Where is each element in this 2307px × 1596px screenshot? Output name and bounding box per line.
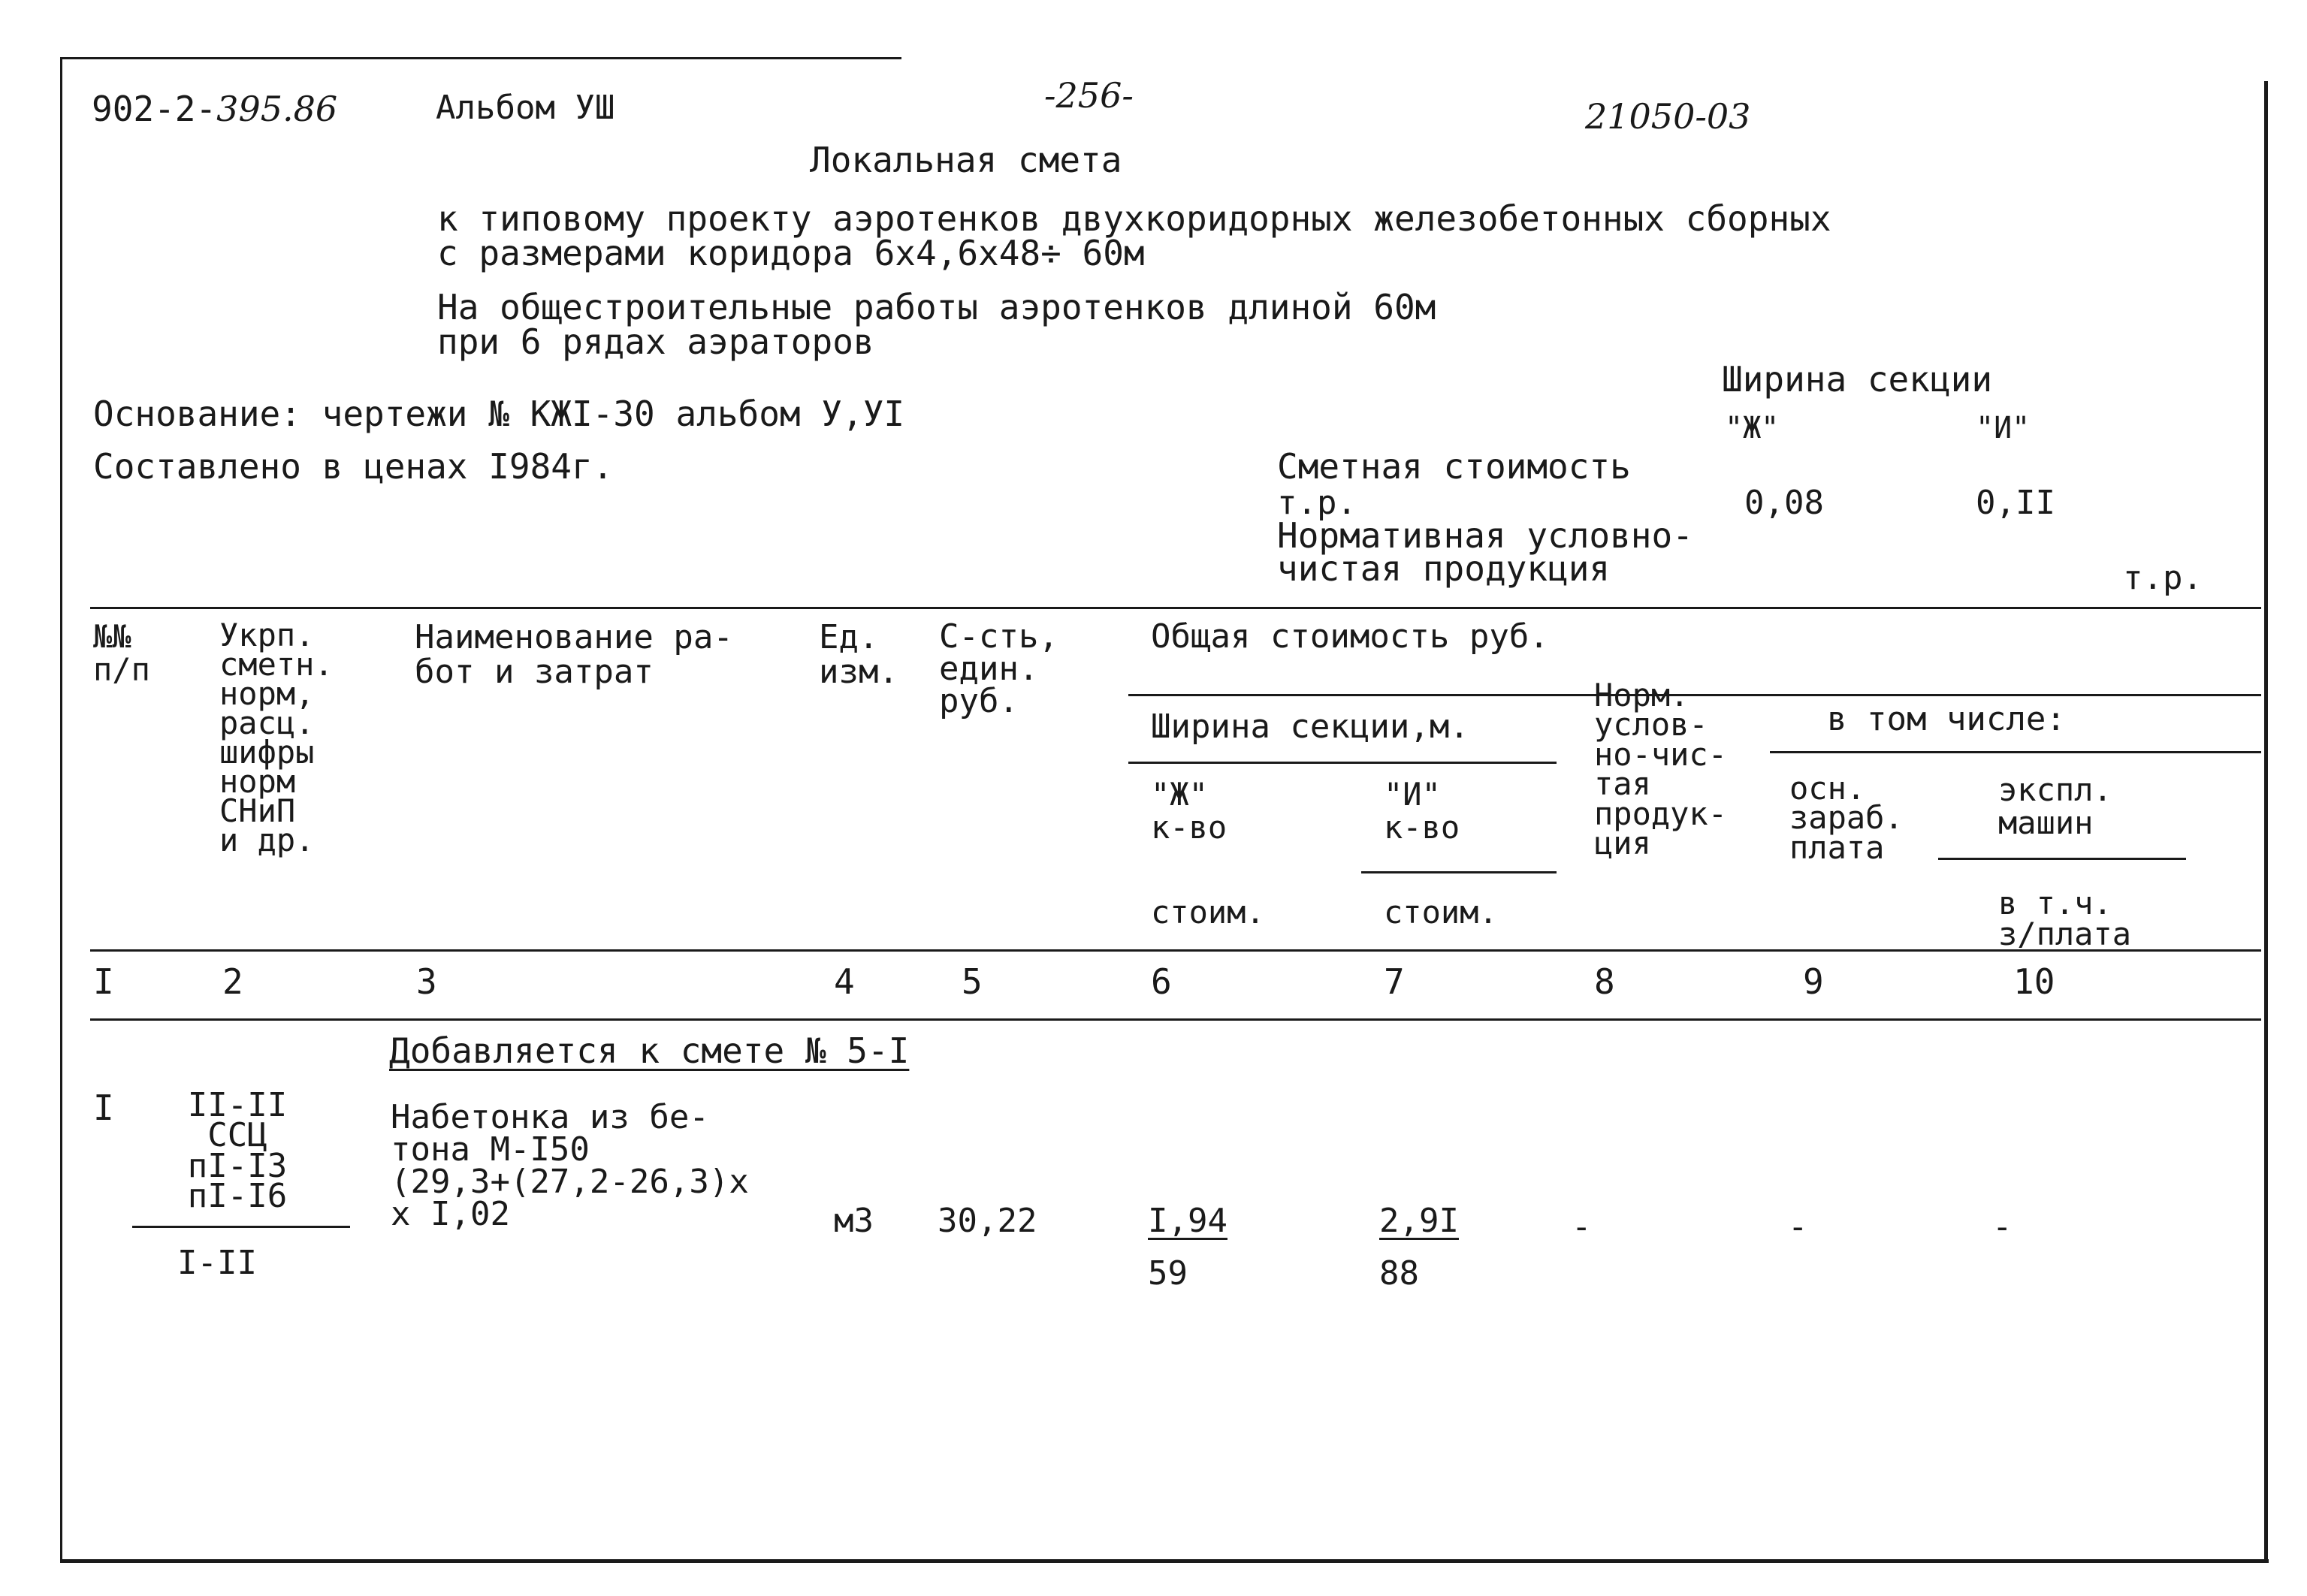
row-machines: - bbox=[1992, 1208, 2013, 1246]
header-machines-wages: в т.ч. з/плата bbox=[1998, 885, 2132, 953]
column-number-2: 2 bbox=[222, 961, 243, 1002]
estimated-cost-zh: 0,08 bbox=[1744, 484, 1824, 522]
estimated-cost-label: Сметная стоимость bbox=[1277, 446, 1631, 487]
column-number-4: 4 bbox=[834, 961, 855, 1002]
header-row-number: №№ п/п bbox=[93, 618, 150, 689]
project-code: 902-2-395.86 bbox=[92, 89, 338, 129]
header-zh-qty: "Ж" к-во bbox=[1151, 776, 1227, 846]
row-unit: м3 bbox=[834, 1202, 874, 1240]
frame-left-line bbox=[60, 57, 62, 1561]
section-title: Добавляется к смете № 5-I bbox=[389, 1030, 910, 1071]
machines-rule bbox=[1938, 858, 2186, 860]
column-number-6: 6 bbox=[1151, 961, 1172, 1002]
document-number: 21050-03 bbox=[1585, 96, 1751, 137]
row-code-bottom: I-II bbox=[177, 1244, 257, 1282]
column-number-3: 3 bbox=[416, 961, 437, 1002]
header-unit: Ед. изм. bbox=[819, 618, 898, 692]
table-top-rule bbox=[90, 607, 2261, 609]
header-i-qty: "И" к-во bbox=[1384, 776, 1460, 846]
qty-cost-rule bbox=[1361, 871, 1557, 873]
row-number: I bbox=[93, 1088, 114, 1128]
row-zh-cost: 59 bbox=[1148, 1254, 1188, 1293]
normative-label-1: Нормативная условно- bbox=[1277, 515, 1693, 556]
row-i-cost: 88 bbox=[1379, 1254, 1419, 1293]
header-wages: осн. зараб. плата bbox=[1789, 770, 1904, 866]
basis-line: Основание: чертежи № КЖI-30 альбом У,УI bbox=[93, 394, 905, 434]
estimate-title: Локальная смета bbox=[810, 140, 1122, 180]
header-normative: Норм. услов- но-чис- тая продук- ция bbox=[1594, 677, 1728, 862]
section-i-label: "И" bbox=[1976, 411, 2031, 445]
page-number: -256- bbox=[1044, 75, 1134, 116]
section-width-heading: Ширина секции bbox=[1722, 359, 1993, 400]
frame-right-line bbox=[2264, 81, 2268, 1561]
title-line-1: к типовому проекту аэротенков двухкоридорных железобетонных сборных bbox=[437, 198, 1831, 239]
column-number-8: 8 bbox=[1594, 961, 1615, 1002]
title-line-3: На общестроительные работы аэротенков длиной 60м bbox=[437, 287, 1436, 327]
header-zh-cost: стоим. bbox=[1151, 894, 1265, 931]
column-number-1: I bbox=[93, 961, 114, 1002]
normative-unit: т.р. bbox=[2123, 559, 2203, 597]
album-label: Альбом УШ bbox=[436, 89, 615, 127]
column-number-10: 10 bbox=[2013, 961, 2055, 1002]
column-numbers-rule bbox=[90, 1018, 2261, 1021]
frame-top-line bbox=[60, 57, 901, 59]
header-including: в том числе: bbox=[1827, 700, 2066, 738]
header-i-cost: стоим. bbox=[1384, 894, 1498, 931]
row-code-top: II-II ССЦ пI-I3 пI-I6 bbox=[187, 1086, 288, 1216]
header-bottom-rule bbox=[90, 949, 2261, 952]
estimated-cost-unit: т.р. bbox=[1277, 484, 1357, 522]
row-wages: - bbox=[1788, 1208, 1808, 1246]
column-number-9: 9 bbox=[1803, 961, 1824, 1002]
estimated-cost-i: 0,II bbox=[1976, 484, 2055, 522]
header-work-name: Наименование ра- бот и затрат bbox=[415, 618, 733, 692]
prices-line: Составлено в ценах I984г. bbox=[93, 446, 614, 487]
frame-bottom-line bbox=[60, 1559, 2269, 1563]
title-line-2: с размерами коридора 6х4,6х48÷ 60м bbox=[437, 233, 1145, 273]
section-width-rule bbox=[1128, 762, 1557, 764]
header-section-width: Ширина секции,м. bbox=[1151, 707, 1469, 746]
row-work-name: Набетонка из бе- тона М-I50 (29,3+(27,2-26,3)х х I,02 bbox=[391, 1098, 749, 1234]
header-total-cost: Общая стоимость руб. bbox=[1151, 617, 1549, 656]
incl-rule bbox=[1770, 751, 2261, 753]
title-line-4: при 6 рядах аэраторов bbox=[437, 321, 874, 362]
normative-label-2: чистая продукция bbox=[1277, 548, 1611, 589]
row-unit-cost: 30,22 bbox=[938, 1202, 1037, 1240]
row-zh-qty: I,94 bbox=[1148, 1202, 1227, 1240]
column-number-7: 7 bbox=[1384, 961, 1405, 1002]
row-code-divider bbox=[132, 1226, 350, 1228]
row-normative: - bbox=[1572, 1208, 1592, 1246]
column-number-5: 5 bbox=[962, 961, 983, 1002]
header-unit-cost: С-сть, един. руб. bbox=[939, 617, 1058, 721]
section-zh-label: "Ж" bbox=[1725, 411, 1780, 445]
header-norm-codes: Укрп. сметн. норм, расц. шифры норм СНиП и др. bbox=[219, 617, 334, 859]
header-machines: экспл. машин bbox=[1998, 771, 2112, 842]
row-i-qty: 2,9I bbox=[1379, 1202, 1459, 1240]
